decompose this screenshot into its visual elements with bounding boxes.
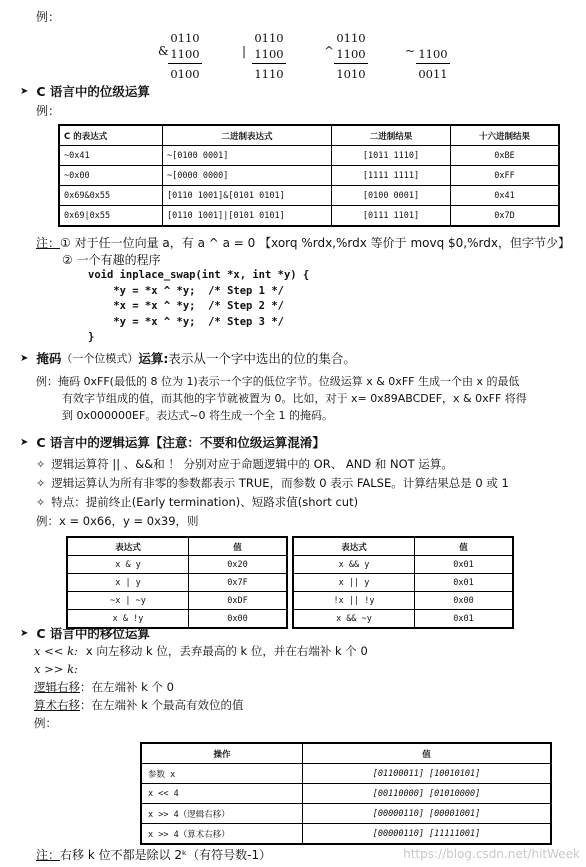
shift-left-expr: x << k:	[34, 644, 78, 658]
table-cell: ~[0000 0000]	[163, 166, 332, 186]
table-cell: 0xFF	[451, 166, 560, 186]
table-cell: x >> 4（算术右移）	[141, 824, 303, 845]
op-symbol-and: &	[158, 44, 169, 58]
example-line: 例：x = 0x66，y = 0x39，则	[36, 514, 199, 528]
note-label: 注：	[36, 848, 61, 862]
list-item-text: 特点：提前终止(Early termination)、短路求值(short cut)	[51, 495, 359, 509]
table-cell: ~0x41	[59, 146, 163, 166]
list-item-text: 逻辑运算符 || 、&&和 ！ 分别对应于命题逻辑中的 OR、 AND 和 NOT 运算。	[51, 457, 453, 471]
op-symbol-or: |	[242, 44, 247, 58]
list-item	[36, 493, 509, 512]
table-header: 二进制表达式	[163, 125, 332, 146]
result: 0100	[170, 67, 200, 81]
table-cell: 0x01	[415, 574, 514, 592]
arith-shift-desc: ：在左端补 k 个最高有效位的值	[80, 698, 244, 712]
operand-b: 1100	[254, 47, 284, 61]
shift-desc	[34, 642, 368, 732]
table-cell: [0111 1101]	[332, 206, 451, 227]
arrow-bullet-icon: ➤	[20, 627, 29, 639]
table-cell: 0x69|0x55	[59, 206, 163, 227]
table-row	[59, 146, 559, 166]
list-item	[36, 474, 509, 493]
arith-shift-line	[34, 696, 368, 714]
table-cell: 0x20	[189, 556, 288, 574]
table-header: 表达式	[67, 537, 189, 556]
footnote	[36, 846, 271, 863]
operand-a: 0110	[254, 31, 284, 45]
table-cell: [00000110] [00001001]	[303, 804, 552, 824]
mask-example-line: 有效字节组成的值，而其他的字节就被置为 0。比如，对于 x= 0x89ABCDEF，x & 0xFF 将得	[62, 392, 527, 405]
arith-shift-term: 算术右移	[34, 698, 80, 712]
table-row	[293, 556, 513, 574]
table-header-row	[293, 537, 513, 556]
section-shift-heading	[20, 624, 150, 642]
diamond-bullet-icon: ✧	[36, 496, 46, 509]
table-cell: ~[0100 0001]	[163, 146, 332, 166]
table-row	[293, 592, 513, 610]
table-cell: 0xDF	[189, 592, 288, 610]
table-row	[141, 784, 551, 804]
table-cell: 0x7D	[451, 206, 560, 227]
bit-ops-table	[58, 124, 560, 227]
operand-b: 1100	[418, 47, 448, 61]
bit-op-not	[416, 30, 450, 82]
table-row	[141, 764, 551, 784]
operand-b: 1100	[336, 47, 366, 61]
logical-shift-line	[34, 678, 368, 696]
table-cell: !x || !y	[293, 592, 415, 610]
mask-example	[36, 373, 527, 424]
table-header: 操作	[141, 743, 303, 764]
table-cell: x || y	[293, 574, 415, 592]
table-cell: x & !y	[67, 610, 189, 629]
table-row	[59, 166, 559, 186]
section-desc: 表示从一个字中选出的位的集合。	[168, 351, 356, 366]
table-cell: [1011 1110]	[332, 146, 451, 166]
table-header: 值	[189, 537, 288, 556]
table-row	[67, 592, 287, 610]
table-header-row	[141, 743, 551, 764]
operand-b: 1100	[170, 47, 200, 61]
bit-op-or	[252, 30, 286, 82]
note-item-2: ② 一个有趣的程序	[62, 253, 161, 267]
mask-example-line: 例：掩码 0xFF(最低的 8 位为 1)表示一个字的低位字节。位级运算 x & 0xFF 生成一个由 x 的最低	[36, 375, 520, 388]
table-cell: [00000110] [11111001]	[303, 824, 552, 845]
shift-left-line	[34, 642, 368, 660]
table-cell: [0100 0001]	[332, 186, 451, 206]
table-cell: x << 4	[141, 784, 303, 804]
op-symbol-not: ~	[405, 44, 416, 58]
section-title-2: 运算:	[138, 351, 169, 366]
note-label: 注：	[36, 236, 61, 250]
logic-table-left	[66, 536, 288, 629]
table-cell: 0xBE	[451, 146, 560, 166]
table-header: 十六进制结果	[451, 125, 560, 146]
table-header: C 的表达式	[59, 125, 163, 146]
op-symbol-xor: ^	[324, 44, 335, 58]
example-label: 例：	[34, 716, 57, 730]
logic-bullets	[36, 455, 509, 530]
table-cell: 参数 x	[141, 764, 303, 784]
table-header: 值	[415, 537, 514, 556]
note-item-1: ① 对于任一位向量 a，有 a ^ a = 0 【xorq %rdx,%rdx 等价于 movq $0,%rdx，但字节少】	[60, 236, 570, 250]
section-title: C 语言中的逻辑运算【注意：不要和位级运算混淆】	[36, 435, 325, 450]
table-cell: [0110 1001]|[0101 0101]	[163, 206, 332, 227]
arrow-bullet-icon: ➤	[20, 436, 29, 448]
swap-code-block: void inplace_swap(int *x, int *y) { *y = *x ^ *y; /* Step 1 */ *x = *x ^ *y; /* Step 2 */ *y = *x ^ *y; /* Step 3 */ }	[88, 269, 310, 343]
section-mask-heading	[20, 349, 356, 367]
shift-left-desc: x 向左移动 k 位，丢弃最高的 k 位，并在右端补 k 个 0	[85, 644, 368, 658]
table-header: 值	[303, 743, 552, 764]
operand-a	[416, 30, 450, 46]
bit-op-xor	[334, 30, 368, 82]
shift-table	[140, 742, 552, 845]
section-title: C 语言中的移位运算	[36, 626, 150, 641]
table-cell: 0x01	[415, 556, 514, 574]
table-cell: 0x41	[451, 186, 560, 206]
example-label: 例：	[36, 10, 61, 24]
table-cell: x >> 4（逻辑右移）	[141, 804, 303, 824]
table-cell: [1111 1111]	[332, 166, 451, 186]
list-item	[36, 455, 509, 474]
note-block	[36, 234, 576, 251]
table-row	[59, 186, 559, 206]
operand-a: 0110	[336, 31, 366, 45]
table-cell: x && y	[293, 556, 415, 574]
result: 1010	[336, 67, 366, 81]
table-row	[293, 610, 513, 629]
table-row	[59, 206, 559, 227]
table-cell: x & y	[67, 556, 189, 574]
section-bit-ops-heading	[20, 82, 150, 100]
table-header-row	[67, 537, 287, 556]
section-title: C 语言中的位级运算	[36, 84, 150, 99]
table-cell: 0x00	[189, 610, 288, 629]
logical-shift-term: 逻辑右移	[34, 680, 80, 694]
shift-right-expr: x >> k:	[34, 662, 78, 676]
table-cell: ~x | ~y	[67, 592, 189, 610]
operand-a: 0110	[170, 31, 200, 45]
table-cell: [01100011] [10010101]	[303, 764, 552, 784]
logic-table-right	[292, 536, 514, 629]
bit-op-and	[168, 30, 202, 82]
logical-shift-desc: ：在左端补 k 个 0	[80, 680, 174, 694]
table-header: 表达式	[293, 537, 415, 556]
table-cell: [0110 1001]&[0101 0101]	[163, 186, 332, 206]
table-cell: 0x69&0x55	[59, 186, 163, 206]
section-title-paren: （一个位模式）	[61, 352, 139, 365]
result: 1110	[254, 67, 284, 81]
table-row	[67, 574, 287, 592]
table-cell: [00110000] [01010000]	[303, 784, 552, 804]
table-header-row	[59, 125, 559, 146]
section-logic-heading	[20, 433, 325, 451]
diamond-bullet-icon: ✧	[36, 477, 46, 490]
table-row	[141, 824, 551, 845]
example-label: 例：	[36, 104, 61, 118]
table-cell: 0x7F	[189, 574, 288, 592]
watermark: https://blog.csdn.net/hitWeek	[403, 847, 580, 861]
table-row	[67, 556, 287, 574]
table-row	[141, 804, 551, 824]
table-row	[293, 574, 513, 592]
footnote-text: 右移 k 位不都是除以 2ᵏ（有符号数-1）	[60, 848, 272, 862]
arrow-bullet-icon: ➤	[20, 85, 29, 97]
table-cell: ~0x00	[59, 166, 163, 186]
arrow-bullet-icon: ➤	[20, 352, 29, 364]
table-cell: x | y	[67, 574, 189, 592]
table-cell: 0x01	[415, 610, 514, 629]
result: 0011	[418, 67, 448, 81]
mask-example-line: 到 0x000000EF。表达式~0 将生成一个全 1 的掩码。	[62, 409, 333, 422]
table-cell: x && ~y	[293, 610, 415, 629]
diamond-bullet-icon: ✧	[36, 458, 46, 471]
list-item-text: 逻辑运算认为所有非零的参数都表示 TRUE，而参数 0 表示 FALSE。计算结果总是 0 或 1	[51, 476, 509, 490]
section-title: 掩码	[36, 351, 62, 366]
table-header: 二进制结果	[332, 125, 451, 146]
table-cell: 0x00	[415, 592, 514, 610]
